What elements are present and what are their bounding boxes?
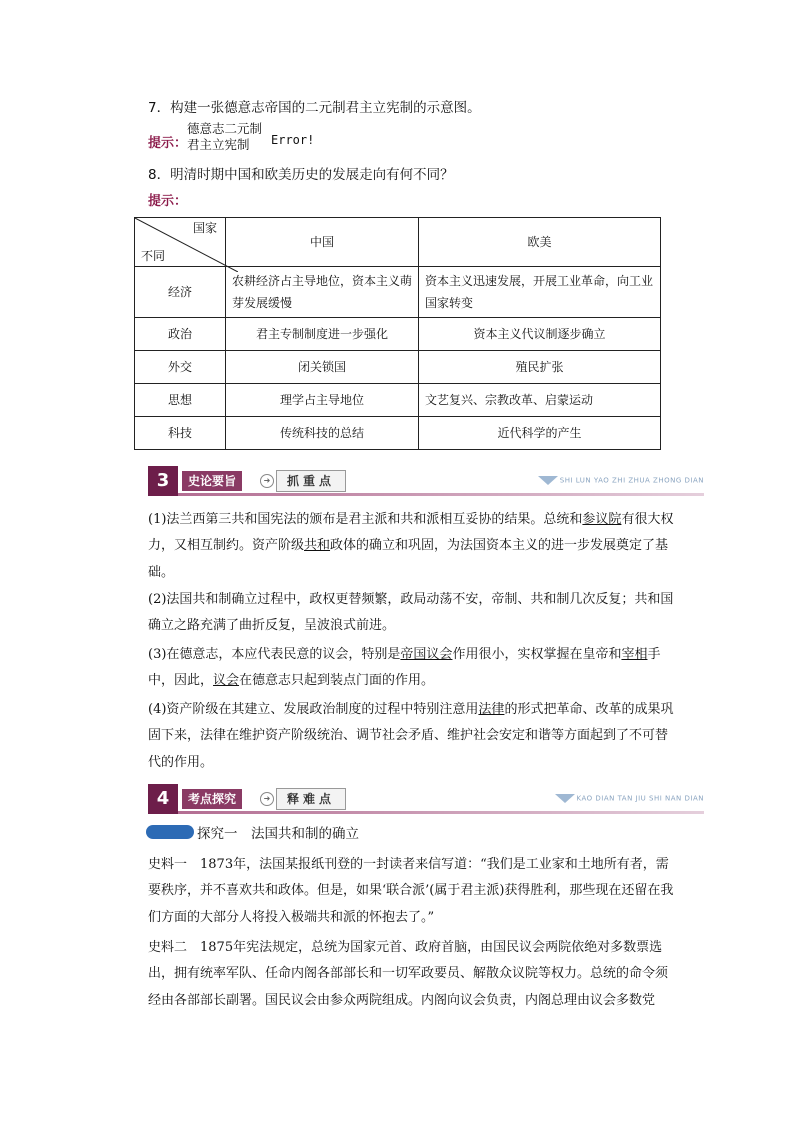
header-china: 中国 bbox=[226, 218, 419, 267]
cell-west: 资本主义迅速发展，开展工业革命，向工业国家转变 bbox=[419, 267, 661, 318]
explore-title: 探究一 法国共和制的确立 bbox=[197, 826, 359, 842]
cell-west: 文艺复兴、宗教改革、启蒙运动 bbox=[419, 384, 661, 417]
row-label: 科技 bbox=[135, 417, 226, 450]
section-pinyin: KAO DIAN TAN JIU SHI NAN DIAN bbox=[555, 794, 705, 803]
row-label: 经济 bbox=[135, 267, 226, 318]
table-row bbox=[135, 267, 661, 318]
section-pinyin: SHI LUN YAO ZHI ZHUA ZHONG DIAN bbox=[538, 476, 704, 485]
hint-7-line1: 德意志二元制 bbox=[187, 121, 263, 136]
cell-west: 资本主义代议制逐步确立 bbox=[419, 318, 661, 351]
arrow-icon: ➜ bbox=[260, 792, 274, 806]
section-subtitle: 释难点 bbox=[276, 788, 346, 810]
section-label: 史论要旨 bbox=[182, 471, 242, 491]
arrow-icon: ➜ bbox=[260, 474, 274, 488]
row-label: 政治 bbox=[135, 318, 226, 351]
cell-west: 近代科学的产生 bbox=[419, 417, 661, 450]
section-banner-4 bbox=[148, 784, 704, 814]
summary-paragraph-4: (4)资产阶级在其建立、发展政治制度的过程中特别注意用法律的形式把革命、改革的成果巩固下来，法律在维护资产阶级统治、调节社会矛盾、维护社会安定和谐等方面起到了不可替代的作用。 bbox=[148, 702, 674, 770]
summary-paragraph-2: (2)法国共和制确立过程中，政权更替频繁，政局动荡不安，帝制、共和制几次反复；共和国确立之路充满了曲折反复，呈波浪式前进。 bbox=[148, 592, 674, 634]
cell-china: 传统科技的总结 bbox=[226, 417, 419, 450]
table-row bbox=[135, 417, 661, 450]
section-number: 3 bbox=[148, 466, 178, 496]
banner-underline bbox=[178, 811, 704, 814]
explore-pill-icon bbox=[146, 825, 194, 839]
wing-icon bbox=[538, 476, 558, 485]
table-row bbox=[135, 318, 661, 351]
table-corner-cell bbox=[135, 218, 226, 267]
wing-icon bbox=[555, 794, 575, 803]
question-7: 7．构建一张德意志帝国的二元制君主立宪制的示意图。 bbox=[148, 100, 481, 116]
comparison-table bbox=[134, 217, 661, 450]
cell-china: 理学占主导地位 bbox=[226, 384, 419, 417]
cell-west: 殖民扩张 bbox=[419, 351, 661, 384]
source-1: 史料一 1873年，法国某报纸刊登的一封读者来信写道：“我们是工业家和土地所有者，需要秩序，并不喜欢共和政体。但是，如果‘联合派’(属于君主派)获得胜利，那些现在还留在我们方面的大部分人将投入极端共和派的怀抱去了。” bbox=[148, 857, 674, 925]
source-2: 史料二 1875年宪法规定，总统为国家元首、政府首脑，由国民议会两院依绝对多数票选出，拥有统率军队、任命内阁各部部长和一切军政要员、解散众议院等权力。总统的命令须经由各部部长副署。国民议会由参众两院组成。内阁向议会负责，内阁总理由议会多数党 bbox=[148, 940, 669, 1008]
question-8: 8．明清时期中国和欧美历史的发展走向有何不同？ bbox=[148, 167, 454, 183]
error-text: Error! bbox=[271, 133, 315, 147]
hint-8-label: 提示： bbox=[148, 194, 188, 209]
section-subtitle: 抓重点 bbox=[276, 470, 346, 492]
cell-china: 君主专制制度进一步强化 bbox=[226, 318, 419, 351]
section-number: 4 bbox=[148, 784, 178, 814]
corner-country: 国家 bbox=[192, 221, 217, 235]
section-label: 考点探究 bbox=[182, 789, 242, 809]
table-row bbox=[135, 384, 661, 417]
header-west: 欧美 bbox=[419, 218, 661, 267]
cell-china: 闭关锁国 bbox=[226, 351, 419, 384]
section-banner-3 bbox=[148, 466, 704, 496]
summary-paragraph-1: (1)法兰西第三共和国宪法的颁布是君主派和共和派相互妥协的结果。总统和参议院有很大权力，又相互制约。资产阶级共和政体的确立和巩固，为法国资本主义的进一步发展奠定了基础。 bbox=[148, 512, 674, 580]
summary-paragraph-3: (3)在德意志，本应代表民意的议会，特别是帝国议会作用很小，实权掌握在皇帝和宰相手中，因此，议会在德意志只起到装点门面的作用。 bbox=[148, 647, 661, 689]
hint-7-label: 提示： bbox=[148, 136, 188, 151]
cell-china: 农耕经济占主导地位，资本主义萌芽发展缓慢 bbox=[226, 267, 419, 318]
row-label: 外交 bbox=[135, 351, 226, 384]
row-label: 思想 bbox=[135, 384, 226, 417]
corner-diff: 不同 bbox=[141, 249, 166, 263]
banner-underline bbox=[178, 493, 704, 496]
hint-7-line2: 君主立宪制 bbox=[187, 137, 250, 152]
table-row bbox=[135, 351, 661, 384]
